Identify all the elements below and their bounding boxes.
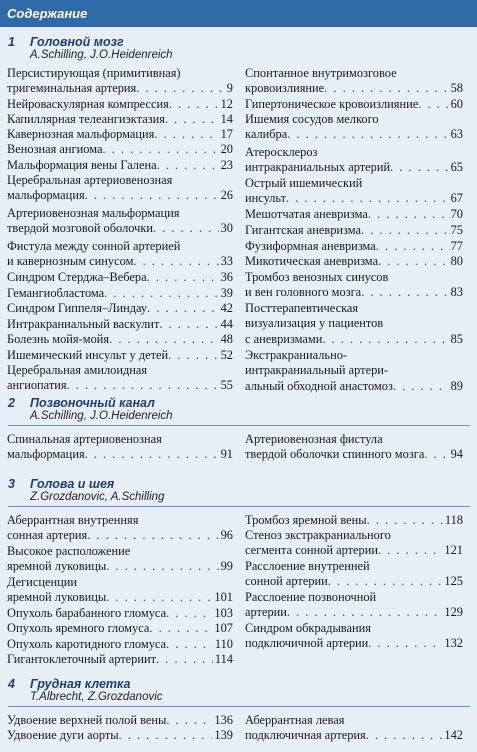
toc-entry[interactable]: Персистирующая (примитивная) тригеминальная артерия . . . 9	[7, 66, 233, 97]
page-number: 107	[214, 621, 233, 635]
page-number: 142	[444, 728, 463, 743]
page-number: 75	[450, 223, 463, 237]
toc-entry[interactable]: Спонтанное внутримозговое кровоизлияние . . . 58	[245, 66, 463, 97]
page-number: 36	[220, 270, 233, 284]
section-title: 1 Головной мозг	[8, 35, 124, 49]
page-number: 94	[450, 447, 463, 462]
toc-entry[interactable]: Расслоение внутренней сонной артерии . . . 125	[245, 559, 463, 590]
page-number: 9	[226, 81, 233, 96]
toc-entry[interactable]: Гемангиобластома . . . 39	[7, 286, 233, 301]
toc-entry[interactable]: Острый ишемический инсульт . . . 67	[245, 176, 463, 207]
toc-entry[interactable]: Расслоение позвоночной артерии . . . 129	[245, 590, 463, 621]
page-number: 12	[220, 97, 233, 111]
page-number: 110	[214, 637, 233, 651]
page-number: 136	[214, 713, 233, 727]
toc-entry[interactable]: Атеросклероз интракраниальных артерий . . . 65	[245, 145, 463, 176]
page-number: 70	[450, 207, 463, 221]
toc-entry[interactable]: Опухоль барабанного гломуса . . . 103	[7, 606, 233, 621]
toc-entry[interactable]: Гигантоклеточный артериит . . . 114	[7, 652, 233, 667]
toc-entry[interactable]: Гипертоническое кровоизлияние . . . 60	[245, 97, 463, 112]
section-divider	[8, 506, 470, 507]
toc-entry[interactable]: Экстракраниально- интракраниальный артери- альный обходной анастомоз . . . 89	[245, 348, 463, 394]
section-authors: A.Schilling, J.O.Heidenreich	[30, 49, 173, 61]
toc-entry[interactable]: Аберрантная левая подключичная артерия . . . 142	[245, 713, 463, 744]
page-number: 99	[220, 559, 233, 574]
page-number: 91	[220, 447, 233, 462]
toc-entry[interactable]: Болезнь мойя-мойя . . . 48	[7, 332, 233, 347]
section-authors: A.Schilling, J.O.Heidenreich	[30, 410, 173, 422]
toc-entry[interactable]: Ишемический инсульт у детей . . . 52	[7, 348, 233, 363]
page-number: 44	[220, 317, 233, 331]
page-number: 14	[220, 112, 233, 126]
page-number: 80	[450, 254, 463, 268]
page-number: 55	[220, 378, 233, 393]
page-number: 30	[220, 221, 233, 236]
toc-entry[interactable]: Тромбоз венозных синусов и вен головного мозга . . . 83	[245, 270, 463, 301]
page-number: 129	[444, 605, 463, 620]
toc-entry[interactable]: Кавернозная мальформация . . . 17	[7, 127, 233, 142]
page-number: 83	[450, 285, 463, 300]
page-number: 77	[450, 239, 463, 253]
toc-entry[interactable]: Удвоение дуги аорты . . . 139	[7, 728, 233, 743]
page-number: 33	[220, 254, 233, 269]
toc-entry[interactable]: Нейроваскулярная компрессия . . . 12	[7, 97, 233, 112]
page-number: 48	[220, 332, 233, 346]
page-number: 23	[220, 158, 233, 172]
toc-entry[interactable]: Удвоение верхней полой вены . . . 136	[7, 713, 233, 728]
page-number: 52	[220, 348, 233, 362]
toc-entry[interactable]: Спинальная артериовенозная мальформация . . . 91	[7, 432, 233, 463]
toc-entry[interactable]: Церебральная артериовенозная мальформация . . . 26	[7, 173, 233, 204]
section-authors: T.Albrecht, Z.Grozdanovic	[30, 691, 163, 703]
toc-entry[interactable]: Гигантская аневризма . . . 75	[245, 223, 463, 238]
page-number: 42	[220, 301, 233, 315]
toc-entry[interactable]: Артериовенозная фистула твердой оболочки спинного мозга . . . 94	[245, 432, 463, 463]
toc-entry[interactable]: Капиллярная телеангиэктазия . . . 14	[7, 112, 233, 127]
page-number: 121	[444, 543, 463, 558]
toc-entry[interactable]: Фистула между сонной артерией и кавернозным синусом . . . 33	[7, 239, 233, 270]
toc-entry[interactable]: Мешотчатая аневризма . . . 70	[245, 207, 463, 222]
toc-entry[interactable]: Синдром обкрадывания подключичной артерии . . . 132	[245, 621, 463, 652]
page-number: 101	[214, 590, 233, 605]
toc-entry[interactable]: Церебральная амилоидная ангиопатия . . . 55	[7, 363, 233, 394]
page-number: 58	[450, 81, 463, 96]
section-authors: Z.Grozdanovic, A.Schilling	[30, 491, 165, 503]
toc-entry[interactable]: Венозная ангиома . . . 20	[7, 142, 233, 157]
page-number: 39	[220, 286, 233, 300]
toc-entry[interactable]: Фузиформная аневризма . . . 77	[245, 239, 463, 254]
page-number: 139	[214, 728, 233, 742]
page-number: 63	[450, 127, 463, 142]
contents-header	[0, 0, 477, 27]
section-title: 3 Голова и шея	[8, 477, 115, 491]
page-number: 118	[444, 513, 463, 527]
page-number: 125	[444, 574, 463, 589]
toc-entry[interactable]: Синдром Стерджа–Вебера . . . 36	[7, 270, 233, 285]
toc-entry[interactable]: Стеноз экстракраниального сегмента сонной артерии . . . 121	[245, 528, 463, 559]
contents-title: Содержание	[7, 6, 88, 21]
section-title: 2 Позвоночный канал	[8, 396, 155, 410]
page-number: 96	[220, 528, 233, 543]
toc-entry[interactable]: Дегисценции яремной луковицы . . . 101	[7, 575, 233, 606]
page-number: 103	[214, 606, 233, 620]
toc-entry[interactable]: Микотическая аневризма . . . 80	[245, 254, 463, 269]
page-number: 60	[450, 97, 463, 111]
toc-entry[interactable]: Опухоль яремного гломуса . . . 107	[7, 621, 233, 636]
section-divider	[8, 706, 470, 707]
page-number: 114	[214, 652, 233, 666]
toc-entry[interactable]: Мальформация вены Галена . . . 23	[7, 158, 233, 173]
toc-entry[interactable]: Ишемия сосудов мелкого калибра . . . 63	[245, 112, 463, 143]
page-number: 65	[450, 160, 463, 175]
toc-entry[interactable]: Опухоль каротидного гломуса . . . 110	[7, 637, 233, 652]
section-divider	[8, 425, 470, 426]
page-number: 67	[450, 191, 463, 206]
toc-entry[interactable]: Артериовенозная мальформация твердой мозговой оболочки . . . 30	[7, 206, 233, 237]
toc-entry[interactable]: Посттерапевтическая визуализация у пациентов с аневризмами . . . 85	[245, 301, 463, 347]
toc-entry[interactable]: Интракраниальный васкулит . . . 44	[7, 317, 233, 332]
toc-entry[interactable]: Аберрантная внутренняя сонная артерия . . . 96	[7, 513, 233, 544]
toc-entry[interactable]: Тромбоз яремной вены . . . 118	[245, 513, 463, 528]
page-number: 20	[220, 142, 233, 156]
page-number: 17	[220, 127, 233, 141]
toc-entry[interactable]: Синдром Гиппеля–Линдау . . . 42	[7, 301, 233, 316]
toc-entry[interactable]: Высокое расположение яремной луковицы . . . 99	[7, 544, 233, 575]
page-number: 85	[450, 331, 463, 346]
section-title: 4 Грудная клетка	[8, 677, 131, 691]
page-number: 132	[444, 636, 463, 651]
page-number: 26	[220, 188, 233, 203]
page-number: 89	[450, 378, 463, 393]
